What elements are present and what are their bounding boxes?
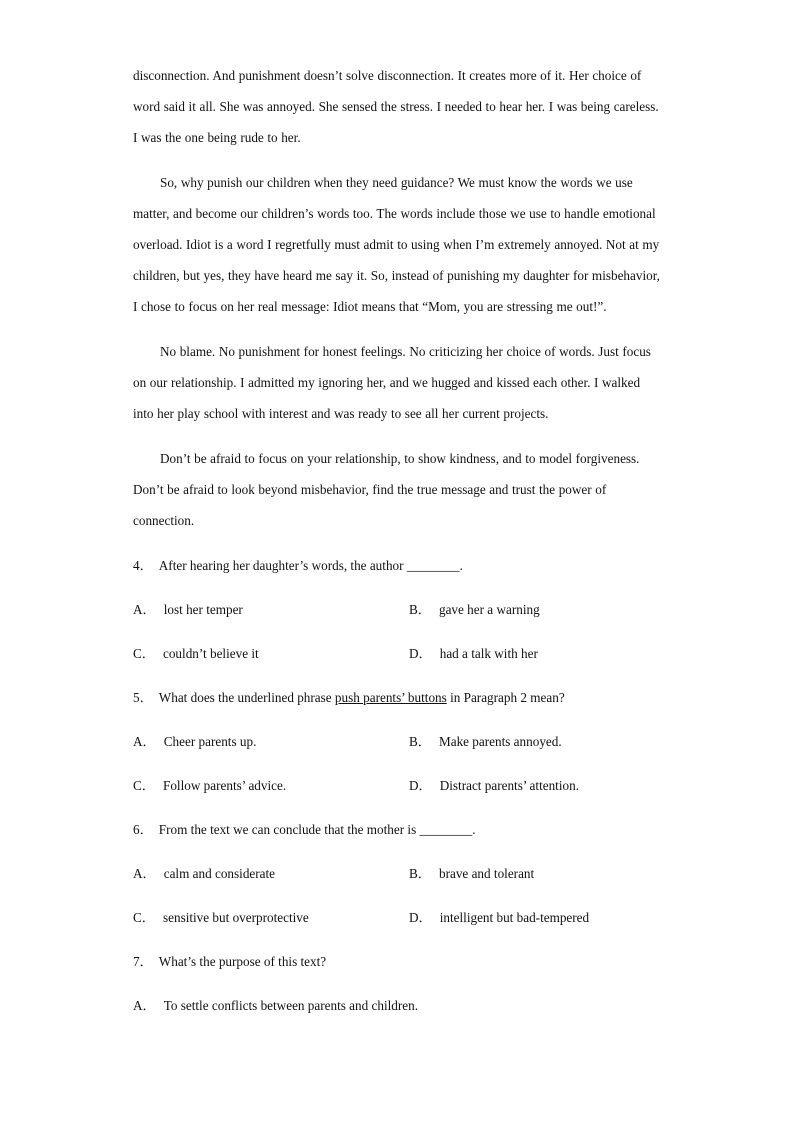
option-letter: B． — [409, 866, 431, 881]
option-a[interactable] — [133, 726, 409, 757]
passage-paragraph-1: disconnection. And punishment doesn’t solve disconnection. It creates more of it. Her choice of word said it all. She was annoyed. She sensed the stress. I needed to hear her. I was being careless. I was the one being rude to her. — [133, 68, 659, 145]
question-number: 4． — [133, 558, 153, 573]
option-text: brave and tolerant — [438, 866, 535, 881]
option-letter: D． — [409, 778, 432, 793]
option-text: Distract parents’ attention. — [439, 778, 579, 793]
question-7-stem — [133, 946, 663, 977]
question-text: From the text we can conclude that the mother is ________. — [158, 822, 476, 837]
option-text: couldn’t believe it — [162, 646, 259, 661]
option-d[interactable] — [409, 770, 663, 801]
question-number: 6． — [133, 822, 153, 837]
question-6-options — [133, 858, 663, 933]
underlined-phrase: push parents’ buttons — [334, 690, 447, 705]
option-a[interactable] — [133, 990, 663, 1021]
passage-paragraph-3: No blame. No punishment for honest feelings. No criticizing her choice of words. Just focus on our relationship. I admitted my ignoring her, and we hugged and kissed each other. I walked into her play school with interest and was ready to see all her current projects. — [133, 344, 651, 421]
option-letter: A． — [133, 734, 156, 749]
option-text: Make parents annoyed. — [438, 734, 562, 749]
option-a[interactable] — [133, 594, 409, 625]
option-text: Follow parents’ advice. — [162, 778, 287, 793]
option-text: To settle conflicts between parents and children. — [163, 998, 419, 1013]
option-d[interactable] — [409, 638, 663, 669]
option-text: lost her temper — [163, 602, 243, 617]
question-7-options — [133, 990, 663, 1021]
option-letter: D． — [409, 646, 432, 661]
option-letter: A． — [133, 866, 156, 881]
option-text: had a talk with her — [439, 646, 538, 661]
option-text: gave her a warning — [438, 602, 540, 617]
option-c[interactable] — [133, 638, 409, 669]
option-c[interactable] — [133, 770, 409, 801]
option-letter: C． — [133, 778, 155, 793]
passage-paragraph-2: So, why punish our children when they need guidance? We must know the words we use matter, and become our children’s words too. The words include those we use to handle emotional overload. Idiot is a word I regretfully must admit to using when I’m extremely annoyed. Not at my children, but yes, they have heard me say it. So, instead of punishing my daughter for misbehavior, I chose to focus on her real message: Idiot means that “Mom, you are stressing me out!”. — [133, 175, 660, 314]
question-text-before: What does the underlined phrase — [158, 690, 335, 705]
question-5-stem — [133, 682, 663, 713]
option-b[interactable] — [409, 726, 663, 757]
document-page — [133, 60, 663, 1034]
question-text-after: in Paragraph 2 mean? — [446, 690, 565, 705]
question-number: 7． — [133, 954, 153, 969]
option-a[interactable] — [133, 858, 409, 889]
question-text: What’s the purpose of this text? — [158, 954, 327, 969]
option-b[interactable] — [409, 858, 663, 889]
option-letter: A． — [133, 998, 156, 1013]
option-text: sensitive but overprotective — [162, 910, 309, 925]
question-5-options — [133, 726, 663, 801]
option-letter: C． — [133, 910, 155, 925]
option-text: Cheer parents up. — [163, 734, 257, 749]
option-letter: A． — [133, 602, 156, 617]
option-text: calm and considerate — [163, 866, 276, 881]
question-6-stem — [133, 814, 663, 845]
question-number: 5． — [133, 690, 153, 705]
option-d[interactable] — [409, 902, 663, 933]
option-c[interactable] — [133, 902, 409, 933]
option-letter: B． — [409, 734, 431, 749]
question-4-stem — [133, 550, 663, 581]
option-text: intelligent but bad-tempered — [439, 910, 590, 925]
option-letter: C． — [133, 646, 155, 661]
question-4-options — [133, 594, 663, 669]
passage-paragraph-4: Don’t be afraid to focus on your relationship, to show kindness, and to model forgiveness. Don’t be afraid to look beyond misbehavior, find the true message and trust the power of connection. — [133, 451, 640, 528]
option-letter: D． — [409, 910, 432, 925]
option-b[interactable] — [409, 594, 663, 625]
question-text: After hearing her daughter’s words, the author ________. — [158, 558, 463, 573]
option-letter: B． — [409, 602, 431, 617]
